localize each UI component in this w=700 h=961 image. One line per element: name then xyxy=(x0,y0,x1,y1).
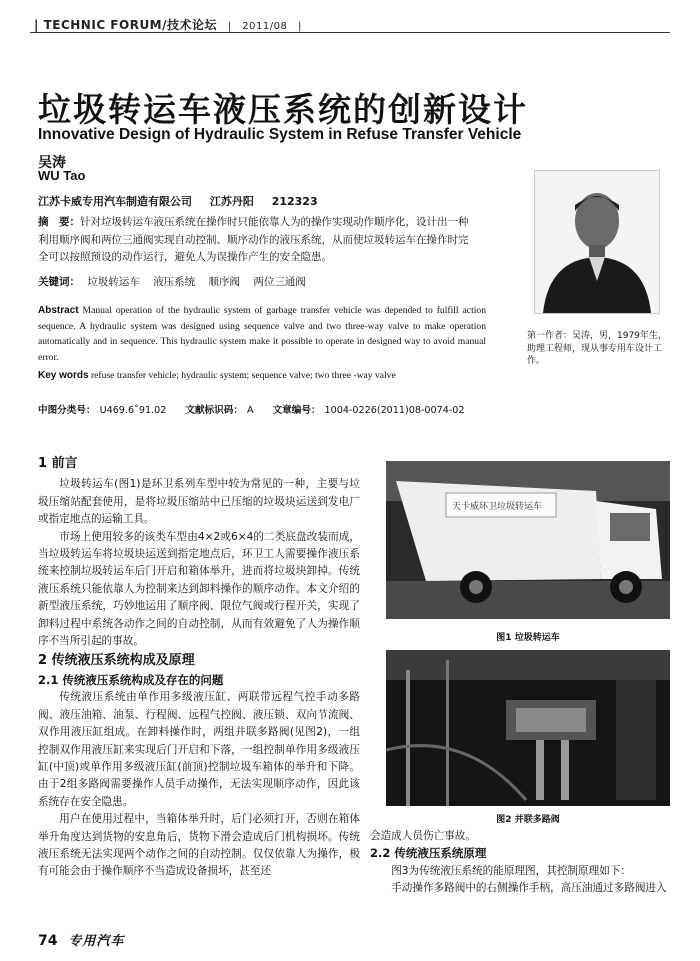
keywords-english xyxy=(38,370,498,381)
journal-name: TECHNIC FORUM/技术论坛 xyxy=(43,18,218,32)
title-english: Innovative Design of Hydraulic System in Refuse Transfer Vehicle xyxy=(38,126,522,143)
page-number: 74 xyxy=(38,933,58,949)
author-portrait-icon xyxy=(535,171,659,313)
keywords-english-label: Key words xyxy=(38,370,89,381)
paragraph: 市场上使用较多的该类车型由4×2或6×4的二类底盘改装而成，当垃圾转运车将垃圾块运送到指定地点后，环卫工人需要操作液压系统来控制垃圾转运车后门开启和箱体举升，进而将垃圾块卸掉。传统液压系统只能依靠人为控制来达到卸料操作的顺序动作。本文介绍的新型液压系统，巧妙地运用了顺序阀、限位气阀或行程开关，实现了卸料过程中系统各动作之间的自动控制，从而有效避免了人为操作顺序不当所引起的事故。 xyxy=(38,530,360,648)
section-2-heading: 2 传统液压系统构成及原理 xyxy=(38,653,195,669)
abstract-chinese-text: 针对垃圾转运车液压系统在操作时只能依靠人为的操作实现动作顺序化，设计出一种利用顺序阀和两位三通阀实现自动控制、顺序动作的液压系统，从而使垃圾转运车在操作时完全可以按照预设的动作运行，避免人为误操作产生的安全隐患。 xyxy=(38,216,469,263)
abstract-chinese xyxy=(38,214,478,267)
running-header xyxy=(34,16,302,33)
header-divider-mid: | xyxy=(227,21,232,32)
abstract-english xyxy=(38,303,486,365)
valve-image-icon xyxy=(386,650,670,806)
paragraph: 垃圾转运车(图1)是环卫系列车型中较为常见的一种，主要与垃圾压缩站配套使用，是将垃圾压缩站中已压缩的垃圾块运送到发电厂或指定地点的运输工具。 xyxy=(38,478,360,526)
title-chinese: 垃圾转运车液压系统的创新设计 xyxy=(38,90,528,129)
page-footer xyxy=(38,930,124,949)
figure-2-caption: 图2 并联多路阀 xyxy=(496,815,560,825)
keyword-item: 两位三通阀 xyxy=(253,276,306,288)
keyword-item: 液压系统 xyxy=(153,276,196,288)
author-bio: 第一作者：吴涛，男，1979年生，助理工程师，现从事专用车设计工作。 xyxy=(527,331,667,366)
abstract-english-text: Manual operation of the hydraulic system of garbage transfer vehicle was depended to fulfill action sequence. A hydraulic system was designed using sequence valve and two three-way valve to make operation automatically and in sequence. This hydraulic system make it possible to operate in designed way to avoid manual error. xyxy=(38,305,486,363)
keywords-chinese xyxy=(38,274,478,289)
affiliation-zip: 212323 xyxy=(271,195,318,208)
author-chinese: 吴涛 xyxy=(38,155,66,171)
magazine-logo: 专用汽车 xyxy=(68,934,125,949)
affiliation-city: 江苏丹阳 xyxy=(209,195,254,208)
clc-code: 中图分类号： U469.6˚91.02 xyxy=(38,405,167,416)
classification-line xyxy=(38,402,481,416)
header-divider-left: | xyxy=(34,18,39,32)
keywords-chinese-label: 关键词： xyxy=(38,276,80,288)
figure-2-valve-photo xyxy=(386,650,670,806)
article-number: 文章编号： 1004-0226(2011)08-0074-02 xyxy=(272,405,465,416)
keyword-item: 垃圾转运车 xyxy=(87,276,140,288)
section-1 xyxy=(38,455,360,881)
paragraph: 会造成人员伤亡事故。 xyxy=(370,830,476,842)
author-photo xyxy=(534,170,660,314)
truck-image-icon xyxy=(386,461,670,619)
paragraph: 手动操作多路阀中的右侧操作手柄，高压油通过多路阀进入 xyxy=(391,882,667,895)
abstract-english-label: Abstract xyxy=(38,305,79,316)
paragraph: 用户在使用过程中，当箱体举升时，后门必须打开，否则在箱体举升角度达到货物的安息角后，货物下滑会造成后门机构损坏。传统液压系统无法实现两个动作之间的自动控制。仅仅依靠人为操作，极有可能会由于操作顺序不当造成设备损坏，甚至还 xyxy=(38,813,360,878)
svg-text:天卡威环卫垃圾转运车: 天卡威环卫垃圾转运车 xyxy=(452,502,543,512)
document-code: 文献标识码： A xyxy=(185,405,254,416)
issue-number: 2011/08 xyxy=(242,21,288,32)
header-divider-right: | xyxy=(298,21,302,32)
section-1-heading: 1 前言 xyxy=(38,456,78,471)
abstract-chinese-label: 摘 要： xyxy=(38,216,80,228)
figure-1-caption: 图1 垃圾转运车 xyxy=(496,633,560,643)
section-2-2-heading: 2.2 传统液压系统原理 xyxy=(370,846,487,861)
paragraph: 传统液压系统由单作用多级液压缸、两联带远程气控手动多路阀、液压油箱、油泵、行程阀、远程气控阀、液压锁、双向节流阀、双作用液压缸组成。在卸料操作时，两组并联多路阀(见图2)，一组控制双作用液压缸来实现后门开启和下落，一组控制单作用多级液压缸(中顶)或单作用多级液压缸(前顶)控制垃圾车箱体的举升和下降。由于2组多路阀需要操作人员手动操作，无法实现顺序动作，因此该系统存在安全隐患。 xyxy=(38,691,360,808)
figure-1-truck-photo xyxy=(386,461,670,619)
section-2-1-heading: 2.1 传统液压系统构成及存在的问题 xyxy=(38,672,224,687)
right-column-text xyxy=(370,828,670,898)
author-english: WU Tao xyxy=(38,168,86,183)
affiliation-org: 江苏卡威专用汽车制造有限公司 xyxy=(38,195,192,208)
keyword-item: 顺序阀 xyxy=(208,276,241,288)
affiliation xyxy=(38,193,332,209)
keywords-english-text: refuse transfer vehicle; hydraulic system; sequence valve; two three -way valve xyxy=(90,370,396,381)
paragraph: 图3为传统液压系统的能原理图，其控制原理如下： xyxy=(391,864,631,877)
header-rule xyxy=(30,32,670,33)
